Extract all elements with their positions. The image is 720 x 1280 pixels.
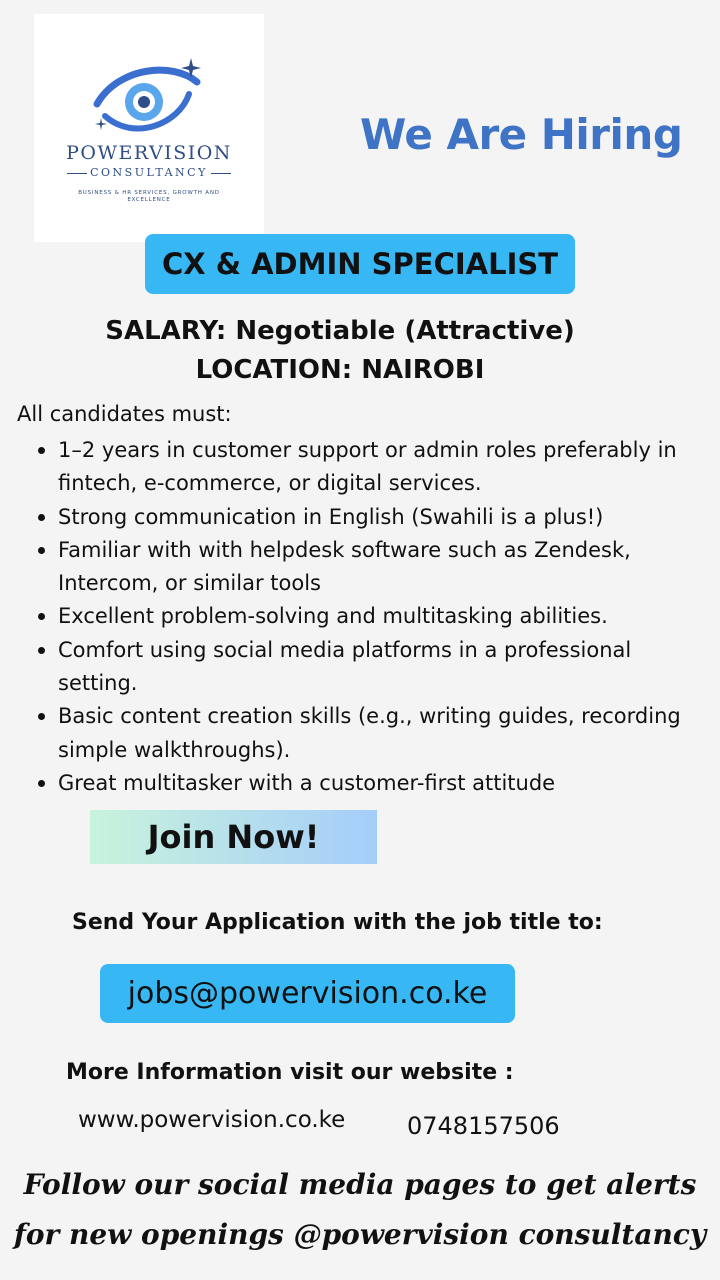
social-line-2: for new openings @powervision consultancy <box>13 1218 707 1251</box>
eye-icon <box>89 54 209 144</box>
list-item: Basic content creation skills (e.g., writing guides, recording simple walkthroughs). <box>38 700 713 767</box>
salary-text: SALARY: Negotiable (Attractive) <box>105 316 575 346</box>
list-item: Familiar with with helpdesk software such as Zendesk, Intercom, or similar tools <box>38 534 713 601</box>
logo-card <box>34 14 264 242</box>
join-now-button[interactable]: Join Now! <box>90 810 377 864</box>
phone-number[interactable]: 0748157506 <box>407 1112 560 1140</box>
list-item: Great multitasker with a customer-first attitude <box>38 767 713 800</box>
logo-subtitle: CONSULTANCY <box>34 166 264 179</box>
more-info-text: More Information visit our website : <box>66 1060 514 1085</box>
requirements-intro: All candidates must: <box>17 402 232 426</box>
job-title-badge: CX & ADMIN SPECIALIST <box>145 234 575 294</box>
headline: We Are Hiring <box>360 110 683 159</box>
email-link[interactable]: jobs@powervision.co.ke <box>100 964 515 1023</box>
list-item: Comfort using social media platforms in a professional setting. <box>38 634 713 701</box>
list-item: Strong communication in English (Swahili is a plus!) <box>38 501 713 534</box>
logo-tagline: BUSINESS & HR SERVICES, GROWTH AND EXCELLENCE <box>78 190 220 203</box>
website-link[interactable]: www.powervision.co.ke <box>78 1107 346 1133</box>
location-text: LOCATION: NAIROBI <box>195 355 485 385</box>
social-follow-text <box>0 1160 720 1260</box>
logo-name: POWERVISION <box>66 142 232 164</box>
social-line-1: Follow our social media pages to get alerts <box>23 1168 697 1201</box>
application-instruction: Send Your Application with the job title to: <box>72 910 603 935</box>
list-item: 1–2 years in customer support or admin roles preferably in fintech, e-commerce, or digital services. <box>38 434 713 501</box>
requirements-list <box>38 434 713 800</box>
list-item: Excellent problem-solving and multitasking abilities. <box>38 600 713 633</box>
